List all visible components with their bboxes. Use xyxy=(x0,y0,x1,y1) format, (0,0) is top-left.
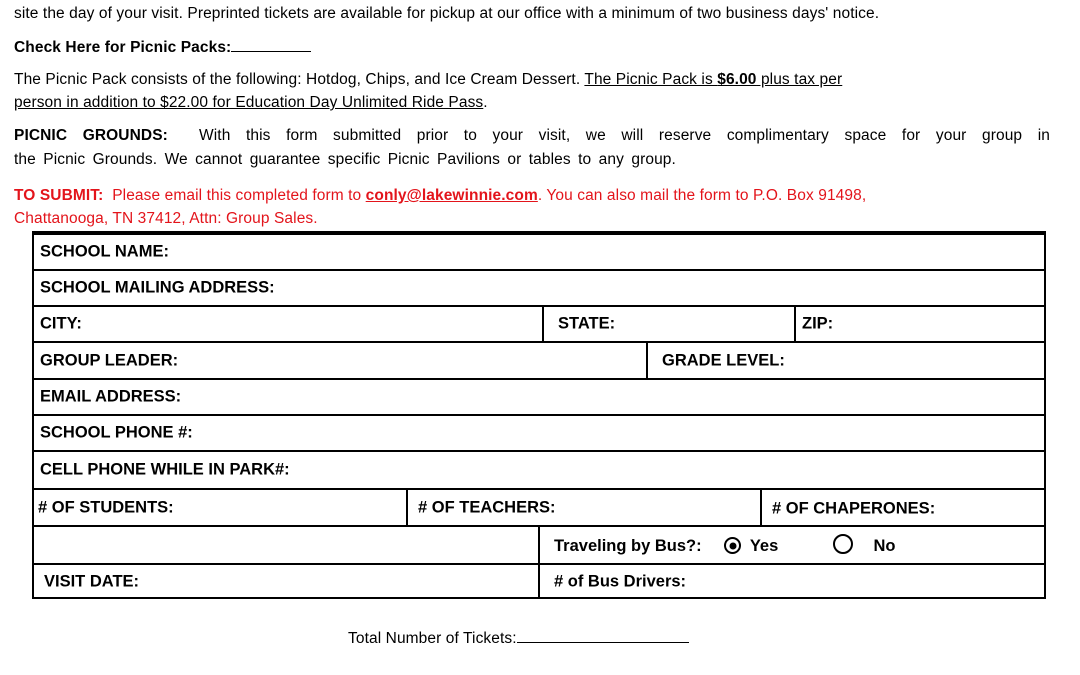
intro-line: site the day of your visit. Preprinted tickets are available for pickup at our office with a minimum of two business days' notice. xyxy=(14,5,880,22)
students-field[interactable] xyxy=(34,490,406,525)
row-cell-phone[interactable] xyxy=(34,452,1044,490)
row-school-phone[interactable] xyxy=(34,416,1044,452)
submit-label: TO SUBMIT: xyxy=(14,187,104,204)
group-leader-label: GROUP LEADER: xyxy=(40,351,179,369)
row-email[interactable] xyxy=(34,380,1044,416)
picnic-pack-check-blank[interactable] xyxy=(231,37,311,52)
row-group-leader xyxy=(34,343,1044,380)
picnic-pack-desc: The Picnic Pack consists of the following: Hotdog, Chips, and Ice Cream Dessert. xyxy=(14,71,585,88)
city-label: CITY: xyxy=(40,314,82,333)
submit-line1 xyxy=(14,187,866,205)
chaperones-label: # OF CHAPERONES: xyxy=(772,499,936,518)
picnic-pack-desc-line2 xyxy=(14,94,488,112)
email-address-label: EMAIL ADDRESS: xyxy=(40,387,182,406)
submit-text2: . You can also mail the form to P.O. Box 91498, xyxy=(537,187,867,204)
row-city-state-zip xyxy=(34,307,1044,343)
state-label: STATE: xyxy=(558,314,616,333)
row-bus xyxy=(34,527,1044,565)
picnic-pack-price: $6.00 xyxy=(717,71,757,88)
chaperones-field[interactable] xyxy=(760,490,1044,525)
total-tickets-row xyxy=(348,628,689,648)
bus-no-radio[interactable] xyxy=(833,534,853,554)
submit-line2: Chattanooga, TN 37412, Attn: Group Sales. xyxy=(14,210,318,227)
students-label: # OF STUDENTS: xyxy=(38,498,174,516)
teachers-label: # OF TEACHERS: xyxy=(418,498,556,516)
picnic-grounds-label: PICNIC GROUNDS: xyxy=(14,127,168,144)
bus-question-label: Traveling by Bus?: xyxy=(554,537,702,555)
picnic-grounds-line1 xyxy=(14,127,1050,145)
grade-level-field[interactable] xyxy=(646,343,1044,378)
picnic-pack-ride-pass: person in addition to $22.00 for Education Day Unlimited Ride Pass xyxy=(14,94,484,111)
row-school-name[interactable] xyxy=(34,235,1044,271)
total-tickets-blank[interactable] xyxy=(517,628,689,643)
grade-level-label: GRADE LEVEL: xyxy=(662,351,785,369)
picnic-pack-desc-line1 xyxy=(14,71,842,89)
bus-drivers-field[interactable] xyxy=(538,565,1044,599)
group-form xyxy=(32,231,1046,599)
total-tickets-label: Total Number of Tickets: xyxy=(348,630,517,647)
row-mailing-address[interactable] xyxy=(34,271,1044,307)
bus-question-group xyxy=(554,534,895,556)
picnic-grounds-text1: With this form submitted prior to your visit, we will reserve complimentary space for your group in xyxy=(199,127,1050,144)
picnic-pack-row xyxy=(14,37,311,57)
zip-field[interactable] xyxy=(794,307,1044,341)
bus-drivers-label: # of Bus Drivers: xyxy=(554,572,687,591)
school-name-label: SCHOOL NAME: xyxy=(40,242,169,261)
visit-date-label: VISIT DATE: xyxy=(44,572,140,591)
picnic-pack-price-suffix: plus tax per xyxy=(756,71,843,88)
bus-yes-label: Yes xyxy=(749,537,779,555)
teachers-field[interactable] xyxy=(406,490,760,525)
visit-date-field[interactable] xyxy=(34,565,538,599)
picnic-pack-price-prefix: The Picnic Pack is xyxy=(584,71,718,88)
picnic-grounds-line2: the Picnic Grounds. We cannot guarantee specific Picnic Pavilions or tables to any group. xyxy=(14,151,676,168)
mailing-address-label: SCHOOL MAILING ADDRESS: xyxy=(40,278,275,297)
bus-yes-radio[interactable] xyxy=(724,537,741,554)
bus-no-label: No xyxy=(873,537,896,555)
school-phone-label: SCHOOL PHONE #: xyxy=(40,423,193,442)
bus-left-blank[interactable] xyxy=(34,527,538,563)
group-leader-field[interactable] xyxy=(34,343,646,378)
city-field[interactable] xyxy=(34,307,542,341)
submit-text1: Please email this completed form to xyxy=(112,187,366,204)
cell-phone-label: CELL PHONE WHILE IN PARK#: xyxy=(40,460,290,479)
row-counts xyxy=(34,490,1044,527)
picnic-pack-label: Check Here for Picnic Packs: xyxy=(14,39,232,56)
picnic-pack-desc-end: . xyxy=(483,94,488,111)
bus-question-field xyxy=(538,527,1044,563)
row-visit-date xyxy=(34,565,1044,599)
submit-email-link[interactable]: conly@lakewinnie.com xyxy=(365,187,538,204)
zip-label: ZIP: xyxy=(802,314,834,333)
state-field[interactable] xyxy=(542,307,794,341)
picnic-pack-price-text xyxy=(584,71,842,88)
